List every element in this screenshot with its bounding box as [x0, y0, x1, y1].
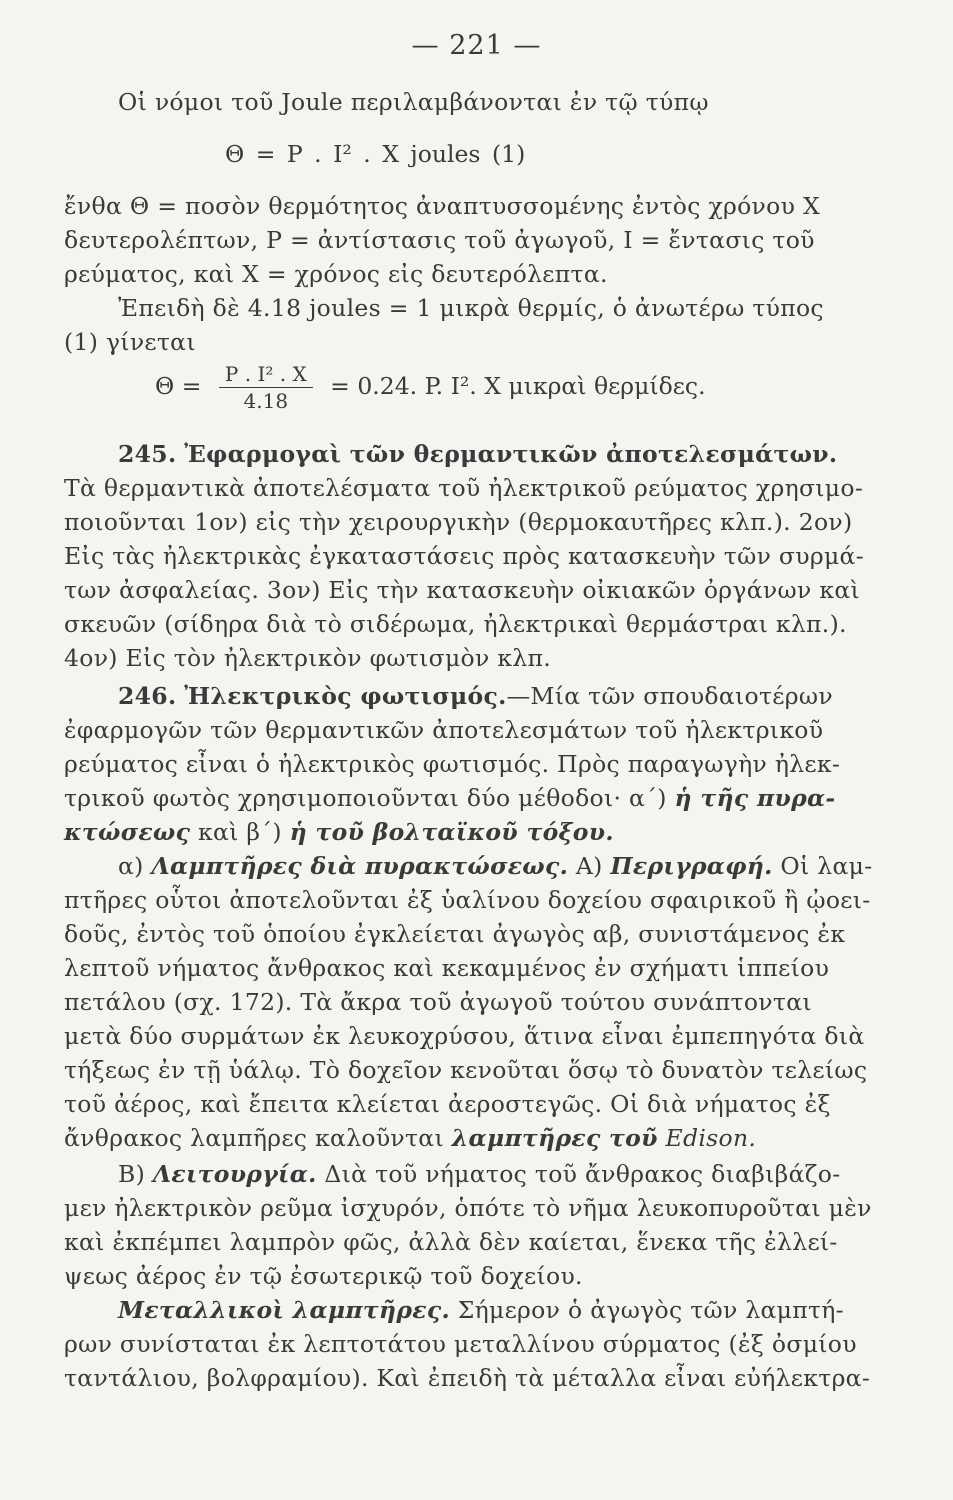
text-line: ἔνθα Θ = ποσὸν θερμότητος ἀναπτυσσομένης ἐντὸς χρόνου X — [64, 192, 820, 220]
text-line: Τὰ θερμαντικὰ ἀποτελέσματα τοῦ ἠλεκτρικοῦ ρεύματος χρησιμο- — [64, 474, 864, 502]
text-line: 4ον) Εἰς τὸν ἠλεκτρικὸν φωτισμὸν κλπ. — [64, 644, 552, 672]
text-line: μεν ἠλεκτρικὸν ρεῦμα ἰσχυρόν, ὁπότε τὸ νῆμα λευκοπυροῦται μὲν — [64, 1194, 872, 1222]
italic-term: Περιγραφή. — [610, 852, 773, 880]
italic-term: Λαμπτῆρες διὰ πυρακτώσεως. — [151, 852, 569, 880]
text-span: Β) — [118, 1160, 146, 1188]
italic-term: ἡ τοῦ βολταϊκοῦ τόξου. — [289, 818, 614, 846]
text-line: μετὰ δύο συρμάτων ἐκ λευκοχρύσου, ἅτινα εἶναι ἐμπεπηγότα διὰ — [64, 1022, 865, 1050]
text-line: πτῆρες οὗτοι ἀποτελοῦνται ἐξ ὑαλίνου δοχείου σφαιρικοῦ ἢ ᾠοει- — [64, 886, 871, 914]
text-line: καὶ ἐκπέμπει λαμπρὸν φῶς, ἀλλὰ δὲν καίεται, ἕνεκα τῆς ἐλλεί- — [64, 1228, 838, 1256]
text-line: Οἱ νόμοι τοῦ Joule περιλαμβάνονται ἐν τῷ τύπῳ — [118, 88, 709, 116]
italic-term: Λειτουργία. — [152, 1160, 317, 1188]
section-title: Ἠλεκτρικὸς φωτισμός. — [184, 682, 507, 710]
subsection-beta — [118, 1160, 840, 1188]
section-text: —Μία τῶν σπουδαιοτέρων — [506, 682, 833, 710]
text-span: Διὰ τοῦ νήματος τοῦ ἄνθρακος διαβιβάζο- — [324, 1160, 841, 1188]
text-line — [64, 1124, 756, 1152]
text-line: σκευῶν (σίδηρα διὰ τὸ σιδέρωμα, ἠλεκτρικαὶ θερμάστραι κλπ.). — [64, 610, 847, 638]
formula-2 — [155, 362, 706, 413]
text-line: (1) γίνεται — [64, 328, 196, 356]
text-line: τοῦ ἀέρος, καὶ ἔπειτα κλείεται ἀεροστεγῶς. Οἱ διὰ νήματος ἐξ — [64, 1090, 831, 1118]
italic-term: ἡ τῆς πυρα- — [674, 784, 836, 812]
italic-term: Μεταλλικοὶ λαμπτῆρες. — [118, 1296, 450, 1324]
text-span: Οἱ λαμ- — [780, 852, 873, 880]
text-span: Α) — [575, 852, 603, 880]
text-line: Εἰς τὰς ἠλεκτρικὰς ἐγκαταστάσεις πρὸς κατασκευὴν τῶν συρμά- — [64, 542, 864, 570]
formula-1: Θ = P . I² . X joules (1) — [225, 140, 526, 168]
text-line: ρεύματος εἶναι ὁ ἠλεκτρικὸς φωτισμός. Πρὸς παραγωγὴν ἠλεκ- — [64, 750, 841, 778]
text-span: α) — [118, 852, 144, 880]
text-line: ψεως ἀέρος ἐν τῷ ἐσωτερικῷ τοῦ δοχείου. — [64, 1262, 583, 1290]
text-span: τρικοῦ φωτὸς χρησιμοποιοῦνται δύο μέθοδοι· α΄) — [64, 784, 667, 812]
italic-term: Edison. — [665, 1124, 757, 1152]
page-number: — 221 — — [411, 30, 542, 61]
section-title: Ἐφαρμογαὶ τῶν θερμαντικῶν ἀποτελεσμάτων. — [184, 440, 838, 468]
text-line — [64, 818, 614, 846]
text-line: δευτερολέπτων, P = ἀντίστασις τοῦ ἀγωγοῦ, I = ἔντασις τοῦ — [64, 226, 815, 254]
text-line: λεπτοῦ νήματος ἄνθρακος καὶ κεκαμμένος ἐν σχήματι ἱππείου — [64, 954, 830, 982]
text-span: ἄνθρακος λαμπῆρες καλοῦνται — [64, 1124, 444, 1152]
fraction — [219, 362, 313, 413]
text-line: Ἐπειδὴ δὲ 4.18 joules = 1 μικρὰ θερμίς, ὁ ἀνωτέρω τύπος — [118, 294, 824, 322]
text-line: ρων συνίσταται ἐκ λεπτοτάτου μεταλλίνου σύρματος (ἐξ ὀσμίου — [64, 1330, 857, 1358]
section-245-heading — [118, 440, 837, 468]
section-number: 246. — [118, 682, 177, 710]
text-line: ἐφαρμογῶν τῶν θερμαντικῶν ἀποτελεσμάτων τοῦ ἠλεκτρικοῦ — [64, 716, 824, 744]
text-line: των ἀσφαλείας. 3ον) Εἰς τὴν κατασκευὴν οἰκιακῶν ὀργάνων καὶ — [64, 576, 861, 604]
italic-term: λαμπτῆρες τοῦ — [451, 1124, 658, 1152]
text-line: ρεύματος, καὶ X = χρόνος εἰς δευτερόλεπτα. — [64, 260, 608, 288]
text-line: δοῦς, ἐντὸς τοῦ ὁποίου ἐγκλείεται ἀγωγὸς αβ, συνιστάμενος ἐκ — [64, 920, 846, 948]
section-246-heading — [118, 682, 833, 710]
formula-rhs: = 0.24. P. I². X μικραὶ θερμίδες. — [330, 372, 706, 400]
subsection-metal — [118, 1296, 844, 1324]
text-line — [64, 784, 835, 812]
fraction-numerator: P . I² . X — [219, 362, 313, 388]
text-line: πετάλου (σχ. 172). Τὰ ἄκρα τοῦ ἀγωγοῦ τούτου συνάπτονται — [64, 988, 812, 1016]
text-span: Σήμερον ὁ ἀγωγὸς τῶν λαμπτή- — [457, 1296, 844, 1324]
subsection-alpha — [118, 852, 872, 880]
formula-lhs: Θ = — [155, 372, 202, 400]
italic-term: κτώσεως — [64, 818, 191, 846]
text-line: ταντάλιου, βολφραμίου). Καὶ ἐπειδὴ τὰ μέταλλα εἶναι εὐήλεκτρα- — [64, 1364, 871, 1392]
text-line: ποιοῦνται 1ον) εἰς τὴν χειρουργικὴν (θερμοκαυτῆρες κλπ.). 2ον) — [64, 508, 853, 536]
text-span: καὶ β΄) — [197, 818, 282, 846]
text-line: τήξεως ἐν τῇ ὑάλῳ. Τὸ δοχεῖον κενοῦται ὅσῳ τὸ δυνατὸν τελείως — [64, 1056, 868, 1084]
fraction-denominator: 4.18 — [243, 389, 289, 413]
section-number: 245. — [118, 440, 177, 468]
